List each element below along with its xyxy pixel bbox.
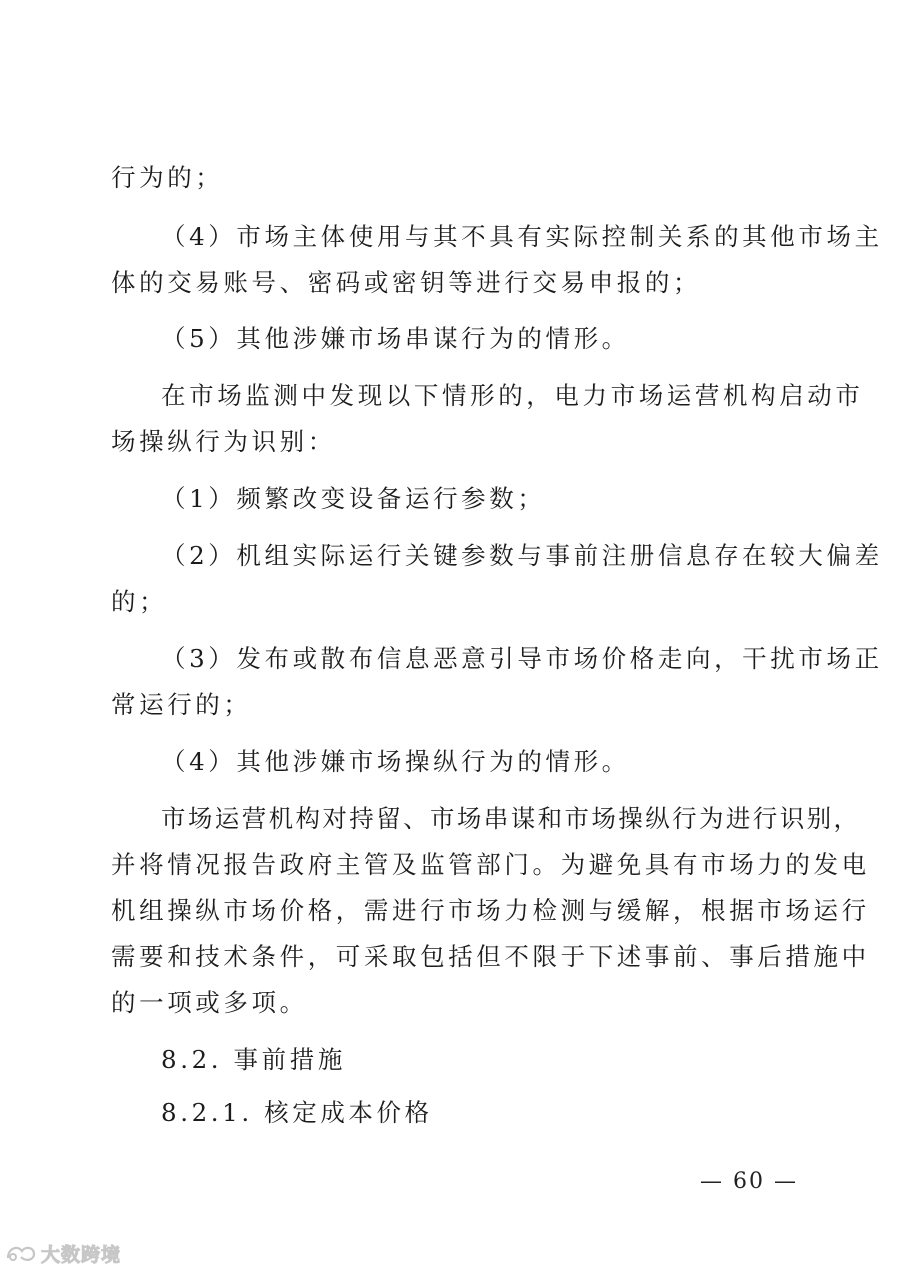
section-heading: 8.2. 事前措施 — [161, 1045, 346, 1074]
list-item-line: 体的交易账号、密码或密钥等进行交易申报的； — [111, 268, 702, 297]
list-item-line: （4）市场主体使用与其不具有实际控制关系的其他市场主 — [161, 222, 883, 251]
subsection-heading: 8.2.1. 核定成本价格 — [161, 1098, 433, 1127]
list-item-line: （3）发布或散布信息恶意引导市场价格走向，干扰市场正 — [161, 644, 883, 673]
paragraph-line: 场操纵行为识别： — [111, 427, 336, 456]
paragraph-line: 市场运营机构对持留、市场串谋和市场操纵行为进行识别， — [161, 804, 861, 833]
paragraph-line: 的一项或多项。 — [111, 988, 308, 1017]
paragraph-line: 需要和技术条件，可采取包括但不限于下述事前、事后措施中 — [111, 942, 870, 971]
list-item-line: （1）频繁改变设备运行参数； — [161, 484, 546, 513]
list-item-line: （2）机组实际运行关键参数与事前注册信息存在较大偏差 — [161, 541, 883, 570]
paragraph-line: 并将情况报告政府主管及监管部门。为避免具有市场力的发电 — [111, 850, 870, 879]
list-item-line: （5）其他涉嫌市场串谋行为的情形。 — [161, 324, 630, 353]
watermark — [4, 1240, 121, 1266]
paragraph-line: 行为的； — [111, 163, 224, 192]
page-number: — 60 — — [700, 1169, 798, 1194]
logo-icon — [4, 1242, 38, 1264]
paragraph-line: 机组操纵市场价格，需进行市场力检测与缓解，根据市场运行 — [111, 896, 870, 925]
list-item-line: 的； — [111, 587, 168, 616]
list-item-line: （4）其他涉嫌市场操纵行为的情形。 — [161, 747, 630, 776]
list-item-line: 常运行的； — [111, 690, 252, 719]
paragraph-line: 在市场监测中发现以下情形的，电力市场运营机构启动市 — [161, 381, 864, 410]
watermark-text: 大数跨境 — [41, 1243, 122, 1266]
